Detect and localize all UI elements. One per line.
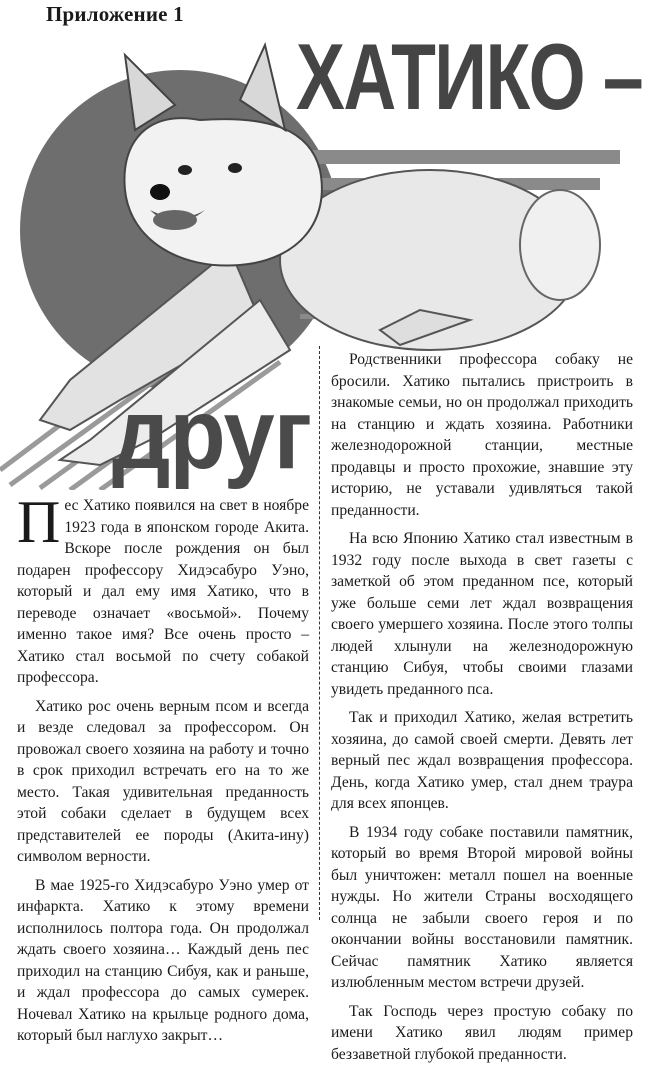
paragraph-6: Так и приходил Хатико, желая встретить хозяина, до самой своей смерти. Девять лет верный пес ждал возвращения профессора. День, когда Хатико умер, стал днем траура для всех японцев. [331,709,633,812]
column-divider [319,346,320,920]
paragraph-1-text: ес Хатико появился на свет в ноябре 1923 года в японском городе Акита. Вскоре после рождения он был подарен профессору Хидэсабуро Уэно, который и дал ему имя Хатико, что в переводе означает «восьмой». Почему именно такое имя? Все очень просто – Хатико стал восьмой по счету собакой профессора. [17,497,309,686]
title-sub: друг [112,378,312,490]
paragraph-1 [17,489,309,689]
paragraph-8: Так Господь через простую собаку по имени Хатико явил людям пример беззаветной глубокой преданности. [331,1002,633,1063]
paragraph-4: Родственники профессора собаку не бросили. Хатико пытались пристроить в знакомые семьи, но он продолжал приходить на станцию и ждать хозяина. Работники железнодорожной станции, местные продавцы и просто прохожие, знавшие эту историю, не уставали удивляться такой преданности. [331,351,633,519]
left-column [17,489,309,1054]
right-column [331,349,633,1072]
paragraph-2: Хатико рос очень верным псом и всегда и везде следовал за профессором. Он провожал своего хозяина на работу и точно в срок приходил встречать его на то же место. Такая удивительная преданность этой собаки сделает в будущем всех представителей ее породы (Акита-ину) символом верности. [17,697,309,865]
title-main: ХАТИКО – [296,24,643,129]
paragraph-5: На всю Японию Хатико стал известным в 1932 году после выхода в свет газеты с заметкой об этом преданном псе, который уже больше семи лет ждал возвращения своего умершего хозяина. После этого толпы людей хлынули на железнодорожную станцию Сибуя, чтобы своими глазами увидеть преданного пса. [331,530,633,698]
appendix-label: Приложение 1 [46,2,184,26]
paragraph-3: В мае 1925-го Хидэсабуро Уэно умер от инфаркта. Хатико к этому времени исполнилось полтора года. Он продолжал ждать своего хозяина… Каждый день пес приходил на станцию Сибуя, как и раньше, и ждал профессора до самых сумерек. Ночевал Хатико на крыльце родного дома, который был наглухо закрыт… [17,876,309,1044]
drop-cap: П [17,489,61,555]
paragraph-7: В 1934 году собаке поставили памятник, который во время Второй мировой войны был уничтожен: металл пошел на военные нужды. Но жители Страны восходящего солнца не забыли своего героя и по окончании войны восстановили памятник. Сейчас памятник Хатико является излюбленным местом встречи друзей. [331,823,633,991]
